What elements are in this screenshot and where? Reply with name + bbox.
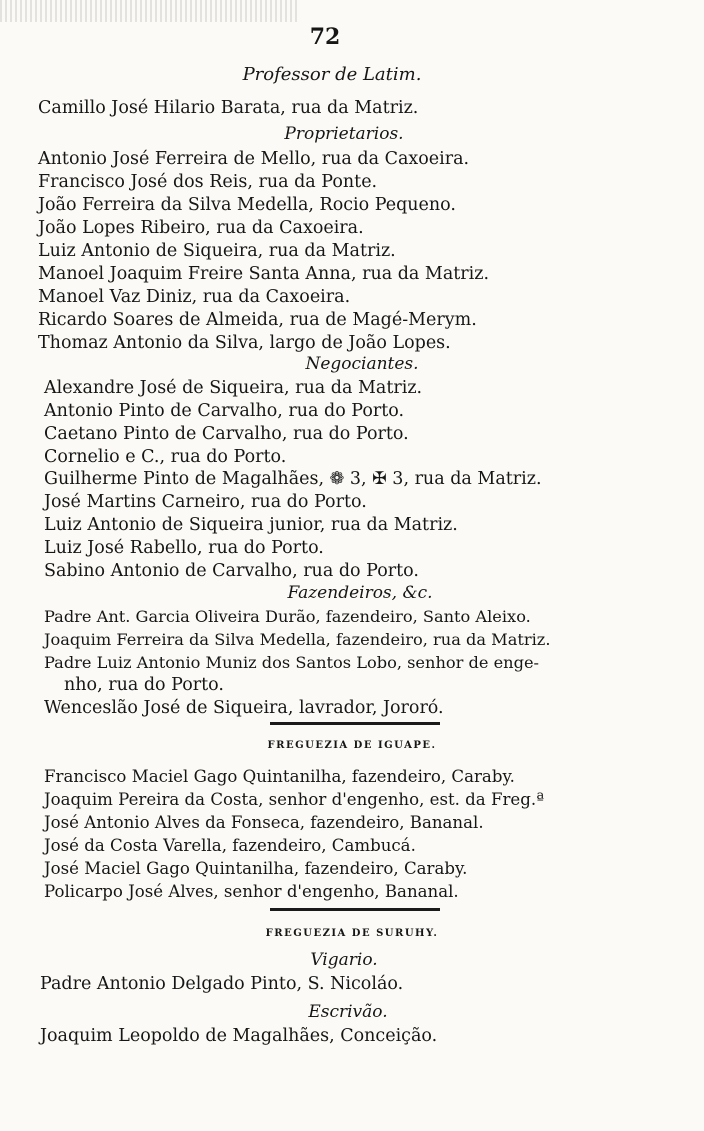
section-heading-proprietarios: Proprietarios. <box>284 124 404 144</box>
list-item: José Antonio Alves da Fonseca, fazendeiro, Bananal. <box>44 813 484 832</box>
section-heading-negociantes: Negociantes. <box>305 354 419 374</box>
list-item: Sabino Antonio de Carvalho, rua do Porto. <box>44 561 419 581</box>
list-item: Antonio José Ferreira de Mello, rua da Caxoeira. <box>38 149 470 169</box>
list-item: Antonio Pinto de Carvalho, rua do Porto. <box>44 401 405 421</box>
list-item: Ricardo Soares de Almeida, rua de Magé-Merym. <box>38 310 477 330</box>
list-item: Guilherme Pinto de Magalhães, ❁ 3, ✠ 3, rua da Matriz. <box>44 469 542 489</box>
list-item: Francisco José dos Reis, rua da Ponte. <box>38 172 378 192</box>
section-heading-latim: Professor de Latim. <box>242 64 422 85</box>
list-item: Camillo José Hilario Barata, rua da Matriz. <box>38 98 419 118</box>
subheading-vigario: Vigario. <box>310 950 378 970</box>
section-heading-iguape: FREGUEZIA DE IGUAPE. <box>267 740 437 751</box>
list-item: Manoel Joaquim Freire Santa Anna, rua da Matriz. <box>38 264 490 284</box>
list-item: Wenceslão José de Siqueira, lavrador, Jororó. <box>44 698 444 718</box>
page-number: 72 <box>309 24 341 50</box>
list-item: Manoel Vaz Diniz, rua da Caxoeira. <box>38 287 351 307</box>
list-item: Cornelio e C., rua do Porto. <box>44 447 287 467</box>
list-item: José Martins Carneiro, rua do Porto. <box>44 492 367 512</box>
list-item: João Lopes Ribeiro, rua da Caxoeira. <box>38 218 364 238</box>
list-item: Luiz José Rabello, rua do Porto. <box>44 538 324 558</box>
list-item: Luiz Antonio de Siqueira junior, rua da Matriz. <box>44 515 458 535</box>
list-item: José Maciel Gago Quintanilha, fazendeiro, Caraby. <box>44 859 468 878</box>
list-item: Caetano Pinto de Carvalho, rua do Porto. <box>44 424 409 444</box>
section-heading-fazendeiros: Fazendeiros, &c. <box>287 583 433 603</box>
list-item: Padre Ant. Garcia Oliveira Durão, fazendeiro, Santo Aleixo. <box>44 607 531 626</box>
list-item: José da Costa Varella, fazendeiro, Cambucá. <box>44 836 416 855</box>
list-item: Alexandre José de Siqueira, rua da Matriz. <box>44 378 423 398</box>
list-item: Joaquim Pereira da Costa, senhor d'engenho, est. da Freg.ª <box>44 790 545 809</box>
print-smudge <box>0 0 300 22</box>
list-item: Joaquim Ferreira da Silva Medella, fazendeiro, rua da Matriz. <box>44 630 551 649</box>
list-item: João Ferreira da Silva Medella, Rocio Pequeno. <box>38 195 456 215</box>
list-item: Padre Luiz Antonio Muniz dos Santos Lobo, senhor de enge- <box>44 653 539 672</box>
section-divider <box>270 722 440 725</box>
list-item-continuation: nho, rua do Porto. <box>64 675 224 695</box>
subheading-escrivao: Escrivão. <box>308 1002 388 1022</box>
list-item: Luiz Antonio de Siqueira, rua da Matriz. <box>38 241 396 261</box>
section-divider <box>270 908 440 911</box>
section-heading-suruhy: FREGUEZIA DE SURUHY. <box>265 928 439 939</box>
list-item: Thomaz Antonio da Silva, largo de João Lopes. <box>38 333 451 353</box>
list-item: Joaquim Leopoldo de Magalhães, Conceição. <box>40 1026 438 1046</box>
list-item: Padre Antonio Delgado Pinto, S. Nicoláo. <box>40 974 404 994</box>
list-item: Policarpo José Alves, senhor d'engenho, Bananal. <box>44 882 459 901</box>
list-item: Francisco Maciel Gago Quintanilha, fazendeiro, Caraby. <box>44 767 515 786</box>
